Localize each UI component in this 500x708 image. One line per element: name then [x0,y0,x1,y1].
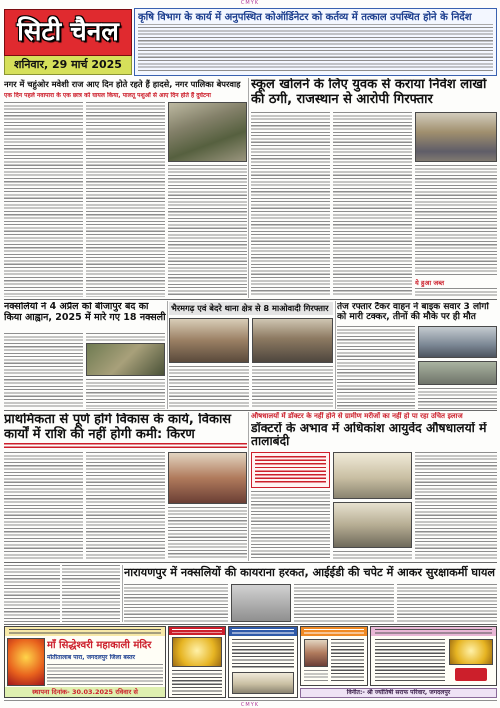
deity-image [7,638,45,686]
cattle-photo [168,102,247,162]
column-rule [248,412,249,561]
cattle-subhead: एक दिन पहले नवापारा के एक छात्र को घायल किया, पालतू पशुओं से आए दिन होते हैं दुर्घटना [4,92,211,99]
seized-items-list [415,288,497,297]
temple-ad-header-strip [5,627,165,636]
ayurveda-factbox [251,452,330,488]
accident-body-col-1 [337,326,415,409]
school-fraud-body-col-1 [251,112,330,297]
ied-body-col-2 [294,584,394,622]
business-ad-lines [232,639,294,669]
jeweller-offer-badge [455,668,487,681]
temple-ad-body-lines [47,664,163,685]
development-headline: प्राथमिकता से पूर्ण होंगे विकास के कार्य, विकास कार्यों में राशि की नहीं होगी कमी: किरण [4,413,232,442]
development-body-col-3 [168,507,247,560]
shop-ad-lines-2 [304,670,328,681]
edition-date: शनिवार, 29 मार्च 2025 [4,56,132,75]
shop-ad-lines [331,639,364,681]
shop-ad-portrait [304,639,328,667]
temple-address: मोतीतालाब पारा, जगदलपुर जिला बस्तर [47,654,135,661]
cattle-body-col-2 [86,102,165,297]
agriculture-story [134,8,497,76]
business-ad-header-lines [232,629,294,634]
cattle-body-col-3 [168,165,247,297]
jeweller-ad-header-lines [375,629,492,634]
agriculture-headline: कृषि विभाग के कार्य में अनुपस्थित कोऑर्डिनेटर को कर्तव्य में तत्काल उपस्थित होने के निर्देश [138,12,472,23]
greeting-ad-image [172,637,222,667]
school-fraud-headline: स्कूल खोलने के लिए युवक से कराया निवेश लाखों की ठगी, राजस्थान से आरोपी गिरफ्तार [251,78,487,107]
shop-ad-header [301,627,367,636]
jeweller-ad-image [449,639,493,665]
column-rule [248,78,249,298]
temple-date-line: स्थापना दिनांक- 30.03.2025 रविवार से [32,688,138,696]
section-rule [4,299,497,300]
accident-site-photo [418,361,497,385]
business-advertisement [228,626,298,698]
section-rule [4,562,497,563]
shop-ad-header-lines [304,629,364,634]
jeweller-sign-off-band [300,688,497,698]
development-subhead-lines [4,443,247,448]
development-body-col-2 [86,452,165,560]
agriculture-body [138,27,493,73]
ayurveda-dispensary-photo [333,452,412,499]
column-rule [335,301,336,409]
shop-advertisement [300,626,368,686]
jeweller-advertisement [370,626,497,686]
jeweller-ad-lines [375,639,445,681]
jeweller-sign-off: विनीत:- श्री ज्योतिषी सराफ परिवार, जगदलपुर [346,689,451,696]
greeting-advertisement [168,626,226,698]
ayurveda-kicker: औषधालयों में डॉक्टर के नहीं होने से ग्रामीण मरीजों का नहीं हो पा रहा उचित इलाज [251,412,463,420]
temple-name: माँ सिद्धेश्वरी महाकाली मंदिर [47,640,152,651]
naxal-bandh-body-col-1 [4,333,83,409]
ayurveda-body-col-2 [333,551,412,560]
temple-ad-date-strip [5,687,165,697]
seized-items-heading: ये हुआ जब्त [415,279,445,287]
naxal-bandh-headline: नक्सलियों ने 4 अप्रैल को बीजापुर बंद का किया आह्वान, 2025 में मारे गए 18 नक्सली [4,302,166,323]
arrested-maoists-photo-2 [252,318,333,363]
accident-vehicle-photo [418,326,497,358]
greeting-ad-lines [172,670,222,695]
temple-ad-header-lines [9,629,161,634]
arrested-maoists-photo [169,318,249,363]
jeweller-ad-header [371,627,496,636]
ayurveda-factbox-lines [255,456,326,484]
ayurveda-dispensary-photo-2 [333,502,412,548]
school-fraud-accused-photo [415,112,497,162]
naxal-bandh-body-col-2b [86,379,165,409]
ied-injured-photo [231,584,291,622]
accident-headline: तेज रफ्तार टैंकर वाहन ने बाइक सवार 3 लोगों को मारी टक्कर, तीनों की मौके पर ही मौत [337,302,489,323]
ied-body-col-3 [397,584,497,622]
cattle-body-col-1 [4,102,83,297]
maoists-arrested-body-col-1 [169,366,249,409]
ayurveda-body-col-3 [415,452,497,560]
maoists-arrested-headline: भैरमगढ़ एवं बेदरे थाना क्षेत्र से 8 माओवादी गिरफ्तार [169,302,333,315]
ayurveda-body-col-1 [251,491,330,560]
print-mark-top: CMYK [240,0,260,6]
school-fraud-body-col-3 [415,165,497,277]
column-rule [167,301,168,409]
business-ad-header [229,627,297,636]
ied-body-col-1 [124,584,228,622]
section-rule [4,410,497,411]
greeting-ad-header-lines [172,629,222,633]
business-ad-image [232,672,294,694]
development-event-photo [168,452,247,504]
print-mark-bottom: CMYK [240,702,260,708]
school-fraud-body-col-2 [333,112,412,297]
section-rule [4,624,497,625]
accident-body-col-2 [418,388,497,409]
naxal-bandh-body-col-2a [86,333,165,341]
column-rule [122,565,123,622]
ayurveda-headline: डॉक्टरों के अभाव में अधिकांश आयुर्वेद औषधालयों में तालाबंदी [251,422,487,449]
ied-headline: नारायणपुर में नक्सलियों की कायराना हरकत, आईईडी की चपेट में आकर सुरक्षाकर्मी घायल [124,566,496,579]
continued-body-col-2 [62,565,120,622]
naxal-photo [86,343,165,376]
agriculture-divider [138,24,493,25]
temple-advertisement [4,626,166,698]
continued-body-col-1 [4,565,60,622]
cattle-headline: नगर में चहुंओर मवेशी राज आए दिन होते रहते हैं हादसे, नगर पालिका बेपरवाह [4,79,241,89]
development-body-col-1 [4,452,83,560]
maoists-arrested-body-col-2 [252,366,333,409]
masthead-title: सिटी चैनल [4,9,132,56]
greeting-ad-header [169,627,225,635]
